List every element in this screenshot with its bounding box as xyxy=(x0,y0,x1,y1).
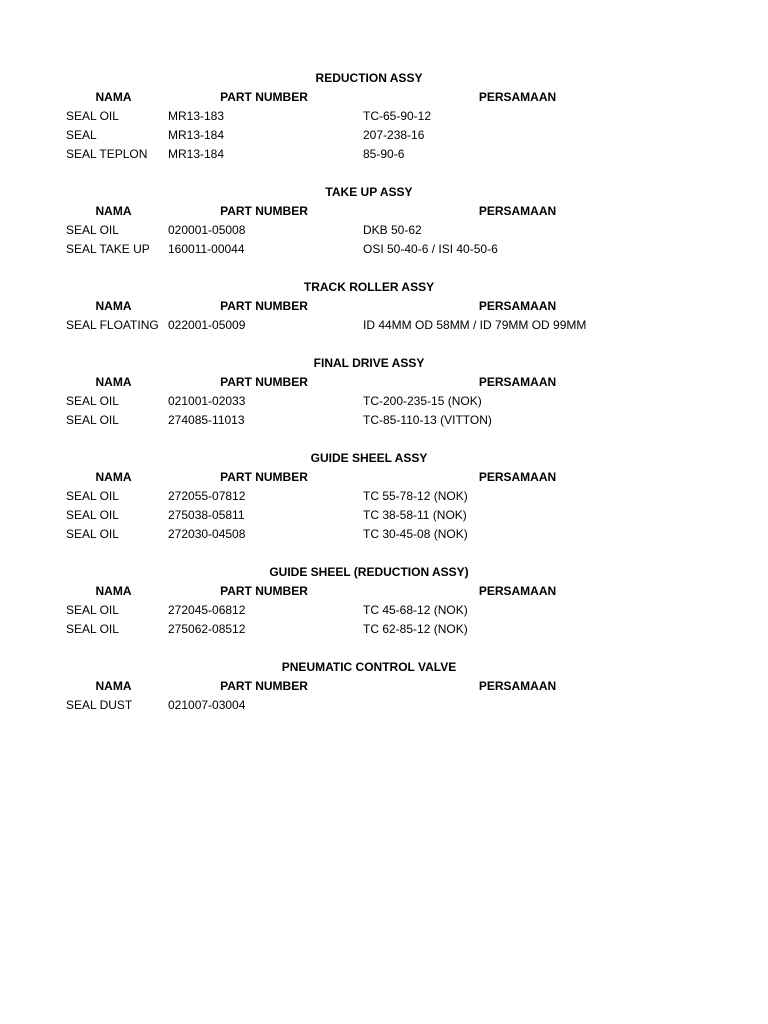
cell-nama: SEAL OIL xyxy=(66,413,119,427)
cell-nama: SEAL TAKE UP xyxy=(66,242,150,256)
column-header-row xyxy=(0,297,768,316)
cell-persamaan: TC-85-110-13 (VITTON) xyxy=(363,413,492,427)
section xyxy=(0,69,768,164)
cell-part-number: 021001-02033 xyxy=(168,394,246,408)
section-title: FINAL DRIVE ASSY xyxy=(313,356,425,370)
cell-nama: SEAL DUST xyxy=(66,698,133,712)
cell-part-number: MR13-183 xyxy=(168,109,225,123)
header-nama: NAMA xyxy=(95,679,132,693)
column-header-row xyxy=(0,468,768,487)
column-header-row xyxy=(0,373,768,392)
column-header-row xyxy=(0,202,768,221)
cell-part-number: 021007-03004 xyxy=(168,698,246,712)
header-part-number: PART NUMBER xyxy=(220,679,308,693)
cell-nama: SEAL TEPLON xyxy=(66,147,148,161)
cell-part-number: 022001-05009 xyxy=(168,318,246,332)
cell-persamaan: TC 45-68-12 (NOK) xyxy=(363,603,468,617)
header-persamaan: PERSAMAAN xyxy=(478,299,557,313)
table-row xyxy=(0,411,768,430)
table-row xyxy=(0,696,768,715)
cell-part-number: 275038-05811 xyxy=(168,508,245,522)
cell-part-number: MR13-184 xyxy=(168,128,225,142)
cell-nama: SEAL OIL xyxy=(66,603,119,617)
header-part-number: PART NUMBER xyxy=(220,375,308,389)
cell-nama: SEAL xyxy=(66,128,97,142)
cell-part-number: 275062-08512 xyxy=(168,622,246,636)
table-row xyxy=(0,601,768,620)
header-nama: NAMA xyxy=(95,584,132,598)
cell-part-number: 274085-11013 xyxy=(168,413,245,427)
cell-persamaan: TC 38-58-11 (NOK) xyxy=(363,508,467,522)
table-row xyxy=(0,392,768,411)
cell-persamaan: TC-200-235-15 (NOK) xyxy=(363,394,482,408)
cell-part-number: 272045-06812 xyxy=(168,603,246,617)
section xyxy=(0,658,768,715)
cell-part-number: 272055-07812 xyxy=(168,489,246,503)
section-title: REDUCTION ASSY xyxy=(315,71,423,85)
cell-part-number: MR13-184 xyxy=(168,147,225,161)
section-title: TAKE UP ASSY xyxy=(325,185,413,199)
table-row xyxy=(0,221,768,240)
parts-document xyxy=(0,69,768,734)
cell-nama: SEAL OIL xyxy=(66,527,119,541)
table-row xyxy=(0,620,768,639)
column-header-row xyxy=(0,88,768,107)
table-row xyxy=(0,525,768,544)
cell-nama: SEAL OIL xyxy=(66,109,119,123)
column-header-row xyxy=(0,582,768,601)
header-persamaan: PERSAMAAN xyxy=(478,204,557,218)
section xyxy=(0,183,768,259)
cell-persamaan: TC 30-45-08 (NOK) xyxy=(363,527,468,541)
cell-part-number: 020001-05008 xyxy=(168,223,246,237)
table-row xyxy=(0,506,768,525)
section xyxy=(0,563,768,639)
header-nama: NAMA xyxy=(95,375,132,389)
table-row xyxy=(0,316,768,335)
cell-persamaan: TC 55-78-12 (NOK) xyxy=(363,489,468,503)
header-nama: NAMA xyxy=(95,204,132,218)
cell-nama: SEAL OIL xyxy=(66,622,119,636)
table-row xyxy=(0,487,768,506)
column-header-row xyxy=(0,677,768,696)
table-row xyxy=(0,240,768,259)
header-part-number: PART NUMBER xyxy=(220,470,308,484)
cell-nama: SEAL FLOATING xyxy=(66,318,159,332)
cell-persamaan: 207-238-16 xyxy=(363,128,425,142)
cell-nama: SEAL OIL xyxy=(66,394,119,408)
header-persamaan: PERSAMAAN xyxy=(478,584,557,598)
section xyxy=(0,278,768,335)
header-persamaan: PERSAMAAN xyxy=(478,375,557,389)
cell-nama: SEAL OIL xyxy=(66,508,119,522)
section-title: GUIDE SHEEL ASSY xyxy=(310,451,428,465)
header-part-number: PART NUMBER xyxy=(220,204,308,218)
header-nama: NAMA xyxy=(95,299,132,313)
section-title: TRACK ROLLER ASSY xyxy=(303,280,435,294)
header-part-number: PART NUMBER xyxy=(220,299,308,313)
cell-persamaan: TC-65-90-12 xyxy=(363,109,432,123)
cell-persamaan: 85-90-6 xyxy=(363,147,405,161)
header-nama: NAMA xyxy=(95,470,132,484)
cell-nama: SEAL OIL xyxy=(66,223,119,237)
cell-nama: SEAL OIL xyxy=(66,489,119,503)
cell-persamaan: OSI 50-40-6 / ISI 40-50-6 xyxy=(363,242,498,256)
cell-persamaan: TC 62-85-12 (NOK) xyxy=(363,622,468,636)
cell-part-number: 160011-00044 xyxy=(168,242,245,256)
section-title: GUIDE SHEEL (REDUCTION ASSY) xyxy=(269,565,469,579)
cell-part-number: 272030-04508 xyxy=(168,527,246,541)
section xyxy=(0,354,768,430)
header-persamaan: PERSAMAAN xyxy=(478,679,557,693)
cell-persamaan: DKB 50-62 xyxy=(363,223,422,237)
section-title: PNEUMATIC CONTROL VALVE xyxy=(281,660,457,674)
header-nama: NAMA xyxy=(95,90,132,104)
table-row xyxy=(0,145,768,164)
cell-persamaan: ID 44MM OD 58MM / ID 79MM OD 99MM xyxy=(363,318,587,332)
table-row xyxy=(0,126,768,145)
header-part-number: PART NUMBER xyxy=(220,584,308,598)
table-row xyxy=(0,107,768,126)
header-part-number: PART NUMBER xyxy=(220,90,308,104)
header-persamaan: PERSAMAAN xyxy=(478,470,557,484)
section xyxy=(0,449,768,544)
header-persamaan: PERSAMAAN xyxy=(478,90,557,104)
